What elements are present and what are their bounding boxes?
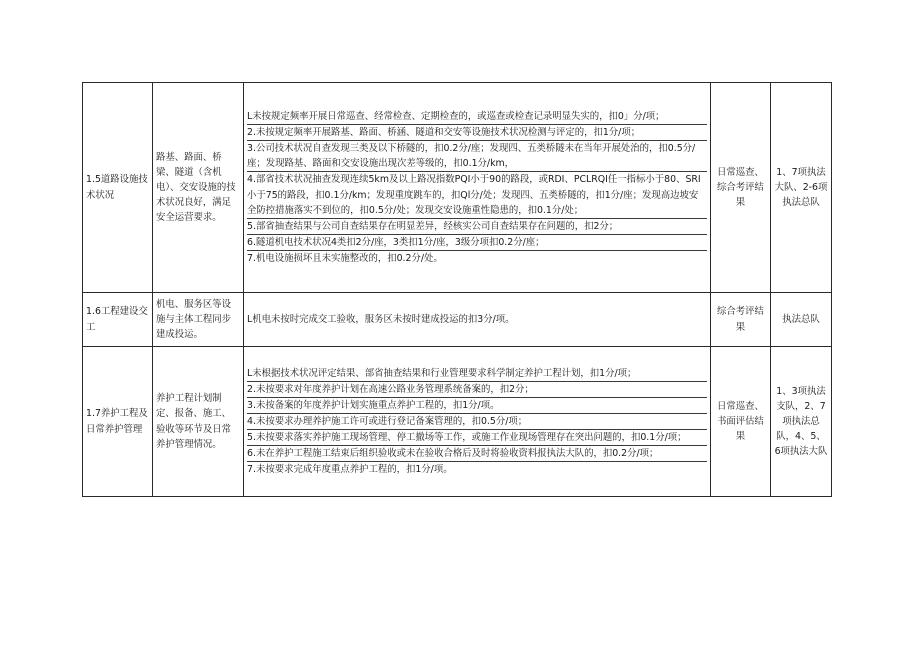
criteria-line: 5.未按要求落实养护施工现场管理、停工撤场等工作，或施工作业现场管理存在突出问题的，扣0.1分/项； <box>247 430 707 446</box>
unit-cell: 1、3项执法支队，2、7项执法总队，4、5、6项执法大队 <box>771 347 832 497</box>
criteria-line: 7.机电设施损坏且未实施整改的，扣0.2分/处。 <box>247 252 443 264</box>
criteria-line: 2.未按要求对年度养护计划在高速公路业务管理系统备案的，扣2分； <box>247 382 707 398</box>
criteria-line: L未根据技术状况评定结果、部省抽查结果和行业管理要求科学制定养护工程计划，扣1分/项； <box>247 366 707 382</box>
criteria-line: 4.未按要求办理养护施工许可或进行登记备案管理的，扣0.5分/项； <box>247 414 707 430</box>
criteria-line: 3.未按备案的年度养护计划实施重点养护工程的，扣1分/项。 <box>247 398 707 414</box>
requirement-cell: 养护工程计划制定、报备、施工、验收等环节及日常养护管理情况。 <box>153 347 244 497</box>
criteria-line: 5.部省抽查结果与公司自查结果存在明显差异，经核实公司自查结果存在问题的，扣2分； <box>247 219 707 235</box>
table-row <box>83 293 832 347</box>
criteria-cell <box>244 83 711 293</box>
criteria-line: 6.未在养护工程施工结束后组织验收或未在验收合格后及时将验收资料报执法大队的，扣0.2分/项； <box>247 446 707 462</box>
unit-cell: 1、7项执法大队、2-6项执法总队 <box>771 83 832 293</box>
criteria-line: 4.部省技术状况抽查发现连续5km及以上路况指数PQI小于90的路段，或RDI、PCLRQI任一指标小于80、SRI小于75的路段，扣0.1分/km；发现重度跳车的，扣Ql分/处；发现四、五类桥隧的，扣1分/座；发现高边坡安全防控措施落实不到位的，扣0.5分/处；发现交安设施重性隐患的，扣0.1分/处； <box>247 172 707 218</box>
criteria-line: 7.未按要求完成年度重点养护工程的，扣1分/项。 <box>247 464 453 476</box>
item-cell: 1.5道路设施技术状况 <box>83 83 153 293</box>
assessment-table <box>82 82 832 497</box>
criteria-line: 6.隧道机电技术状况4类扣2分/座，3类扣1分/座，3级分项扣0.2分/座； <box>247 235 707 251</box>
unit-cell: 执法总队 <box>771 293 832 347</box>
criteria-cell <box>244 293 711 347</box>
table-row <box>83 83 832 293</box>
method-cell: 日常巡查、综合考评结果 <box>711 83 771 293</box>
method-cell: 综合考评结果 <box>711 293 771 347</box>
item-cell: 1.6工程建设交工 <box>83 293 153 347</box>
criteria-line: 2.未按规定频率开展路基、路面、桥涵、隧道和交安等设施技术状况检测与评定的，扣1分/项； <box>247 125 707 141</box>
criteria-line: 3.公司技术状况自查发现三类及以下桥隧的，扣0.2分/座；发现四、五类桥隧未在当年开展处治的，扣0.5分/座；发现路基、路面和交安设施出现次差等级的，扣0.1分/km， <box>247 141 707 172</box>
criteria-cell <box>244 347 711 497</box>
method-cell: 日常巡查、书面评估结果 <box>711 347 771 497</box>
requirement-cell: 机电、服务区等设施与主体工程同步建成投运。 <box>153 293 244 347</box>
item-cell: 1.7养护工程及日常养护管理 <box>83 347 153 497</box>
criteria-line: L机电未按时完成交工验收，服务区未按时建成投运的扣3分/项。 <box>247 313 515 325</box>
requirement-cell: 路基、路面、桥梁、隧道（含机电）、交安设施的技术状况良好，满足安全运营要求。 <box>153 83 244 293</box>
table-row <box>83 347 832 497</box>
criteria-line: L未按规定频率开展日常巡查、经常检查、定期检查的，或巡查或检查记录明显失实的，扣0」分/项； <box>247 109 707 125</box>
